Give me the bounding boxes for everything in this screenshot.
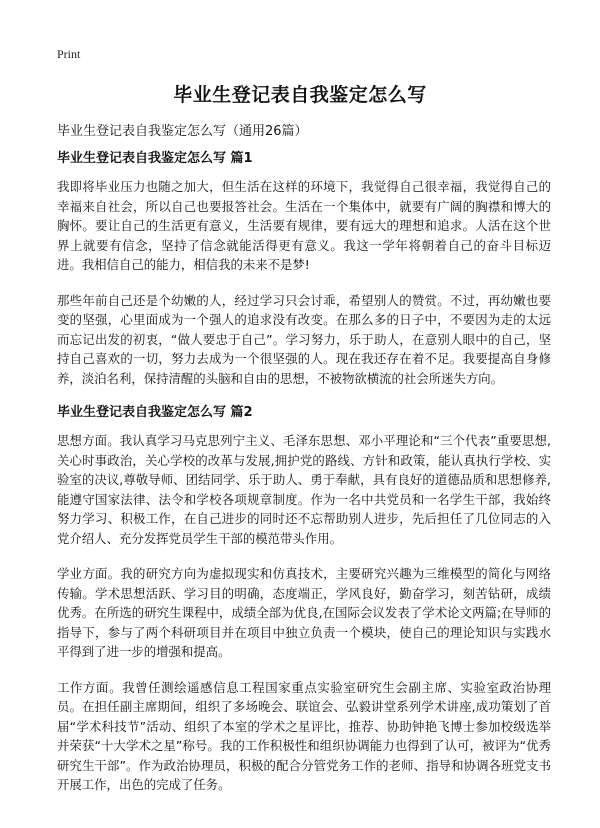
section-heading-1: 毕业生登记表自我鉴定怎么写 篇1 — [57, 151, 253, 166]
section-heading-2: 毕业生登记表自我鉴定怎么写 篇2 — [57, 405, 253, 420]
paragraph: 我即将毕业压力也随之加大，但生活在这样的环境下，我觉得自己很幸福，我觉得自己的幸福来自社会，所以自己也要报答社会。生活在一个集体中，就要有广阔的胸襟和博大的胸怀。要让自己的生活更有意义，生活要有规律，要有远大的理想和追求。人活在这个世界上就要有信念，坚持了信念就能活得更有意义。我这一学年将朝着自己的奋斗目标迈进。我相信自己的能力，相信我的未来不是梦! — [57, 179, 551, 272]
paragraph: 工作方面。我曾任测绘遥感信息工程国家重点实验室研究生会副主席、实验室政治协理员。在担任副主席期间，组织了多场晚会、联谊会、弘毅讲堂系列学术讲座,成功策划了首届“学术科技节”活动、组织了本室的学术之星评比，推荐、协助钟艳飞博士参加校级选举并荣获“十大学术之星”称号。我的工作积极性和组织协调能力也得到了认可，被评为“优秀研究生干部”。作为政治协理员，积极的配合分管党务工作的老师、指导和协调各班党支书开展工作，出色的完成了任务。 — [57, 679, 551, 792]
page-title: 毕业生登记表自我鉴定怎么写 — [173, 84, 427, 106]
paragraph: 学业方面。我的研究方向为虚拟现实和仿真技术，主要研究兴趣为三维模型的简化与网络传输。学术思想活跃、学习目的明确，态度端正，学风良好，勤奋学习，刻苦钻研，成绩优秀。在所选的研究生课程中，成绩全部为优良,在国际会议发表了学术论文两篇;在导师的指导下，参与了两个科研项目并在项目中独立负责一个模块，使自己的理论知识与实践水平得到了进一步的增强和提高。 — [57, 566, 551, 659]
paragraph: 思想方面。我认真学习马克思列宁主义、毛泽东思想、邓小平理论和“三个代表”重要思想,关心时事政治，关心学校的改革与发展,拥护党的路线、方针和政策，能认真执行学校、实验室的决议,尊敬导师、团结同学、乐于助人、勇于奉献，具有良好的道德品质和思想修养,能遵守国家法律、法令和学校各项规章制度。作为一名中共党员和一名学生干部，我始终努力学习、积极工作，在自己进步的同时还不忘帮助别人进步，先后担任了几位同志的入党介绍人、充分发挥党员学生干部的模范带头作用。 — [57, 433, 551, 546]
document-subtitle: 毕业生登记表自我鉴定怎么写（通用26篇） — [57, 124, 308, 139]
paragraph: 那些年前自己还是个幼嫩的人，经过学习只会讨乖，希望别人的赞赏。不过，再幼嫩也要变的坚强，心里面成为一个强人的追求没有改变。在那么多的日子中，不要因为走的太远而忘记出发的初衷，“做人要忠于自己”。学习努力，乐于助人，在意别人眼中的自己，坚持自己喜欢的一切，努力去成为一个很坚强的人。现在我还存在着不足。我要提高自身修养，淡泊名利，保持清醒的头脑和自由的思想，不被物欲横流的社会所迷失方向。 — [57, 292, 551, 386]
document-body — [57, 150, 551, 811]
print-link[interactable]: Print — [57, 47, 81, 61]
